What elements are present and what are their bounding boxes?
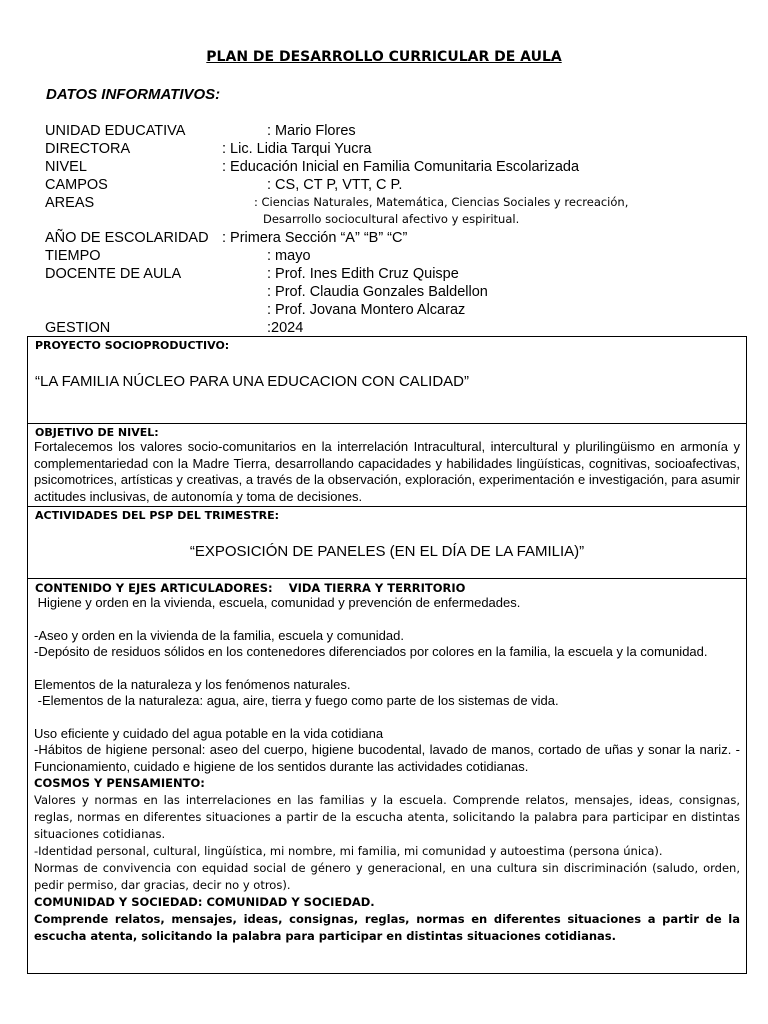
info-label: UNIDAD EDUCATIVA [45, 123, 186, 139]
info-label: TIEMPO [45, 248, 101, 264]
proyecto-heading: PROYECTO SOCIOPRODUCTIVO: [35, 339, 230, 352]
info-value: : CS, CT P, VTT, C P. [267, 177, 403, 193]
info-label: DIRECTORA [45, 141, 131, 157]
contenido-heading-eje: VIDA TIERRA Y TERRITORIO [288, 581, 466, 595]
comunidad-heading: COMUNIDAD Y SOCIEDAD: COMUNIDAD Y SOCIEDAD. [34, 895, 375, 909]
contenido-heading [28, 579, 746, 595]
info-value: : Mario Flores [267, 123, 356, 139]
objetivo-heading: OBJETIVO DE NIVEL: [35, 426, 159, 439]
contenido-paragraph: Higiene y orden en la vivienda, escuela, comunidad y prevención de enfermedades. [34, 595, 521, 610]
info-value: : mayo [267, 248, 311, 264]
contenido-paragraph: -Depósito de residuos sólidos en los contenedores diferenciados por colores en la familia, la escuela y la comunidad. [34, 644, 708, 659]
section-subtitle: DATOS INFORMATIVOS: [46, 86, 221, 103]
info-value: : Lic. Lidia Tarqui Yucra [222, 141, 372, 157]
objetivo-box [27, 423, 747, 507]
info-label: AÑO DE ESCOLARIDAD [45, 230, 209, 246]
contenido-paragraph: -Aseo y orden en la vivienda de la familia, escuela y comunidad. [34, 627, 404, 643]
objetivo-text: Fortalecemos los valores socio-comunitarios en la interrelación Intracultural, intercultural y plurilingüismo en armonía y complementariedad con la Madre Tierra, desarrollando capacidades y habilidades lingüísticas, cognitivas, socioafectivas, psicomotrices, artísticas y creativas, a través de la observación, exploración, experimentación e investigación, para asumir actitudes inclusivas, de autonomía y toma de decisiones. [34, 439, 740, 504]
info-value: : Educación Inicial en Familia Comunitaria Escolarizada [222, 159, 580, 175]
info-value: : Primera Sección “A” “B” “C” [222, 230, 408, 246]
info-label: NIVEL [45, 159, 87, 175]
proyecto-box [27, 336, 747, 424]
contenido-heading-label: CONTENIDO Y EJES ARTICULADORES: [35, 581, 273, 595]
contenido-paragraph: Elementos de la naturaleza y los fenómenos naturales. [34, 676, 351, 692]
contenido-paragraph: -Hábitos de higiene personal: aseo del cuerpo, higiene bucodental, lavado de manos, cortado de uñas y sonar la nariz. -Funcionamiento, cuidado e higiene de los sentidos durante las actividades cotidianas. [34, 742, 740, 774]
contenido-box [27, 578, 747, 974]
cosmos-paragraph: Valores y normas en las interrelaciones en las familias y la escuela. Comprende relatos, mensajes, ideas, consignas, reglas, normas en diferentes situaciones a partir de la escucha atenta, solicitando la palabra para participar en distintas situaciones cotidianas. [34, 793, 740, 841]
actividades-title: “EXPOSICIÓN DE PANELES (EN EL DÍA DE LA FAMILIA)” [189, 543, 585, 560]
info-label: CAMPOS [45, 177, 108, 193]
info-value: :2024 [267, 320, 304, 336]
info-value: : Prof. Jovana Montero Alcaraz [267, 302, 466, 318]
comunidad-paragraph: Comprende relatos, mensajes, ideas, consignas, reglas, normas en diferentes situaciones a partir de la escucha atenta, solicitando la palabra para participar en distintas situaciones cotidianas. [34, 912, 740, 943]
contenido-paragraph: Uso eficiente y cuidado del agua potable en la vida cotidiana [34, 725, 384, 741]
cosmos-paragraph: -Identidad personal, cultural, lingüística, mi nombre, mi familia, mi comunidad y autoestima (persona única). [34, 844, 663, 858]
info-label: GESTION [45, 320, 111, 336]
info-value-areas: : Ciencias Naturales, Matemática, Ciencias Sociales y recreación, [254, 195, 629, 209]
info-value: : Prof. Claudia Gonzales Baldellon [267, 284, 488, 300]
info-label: AREAS [45, 195, 95, 211]
document-title: PLAN DE DESARROLLO CURRICULAR DE AULA [206, 49, 562, 65]
actividades-heading: ACTIVIDADES DEL PSP DEL TRIMESTRE: [35, 509, 280, 522]
proyecto-title: “LA FAMILIA NÚCLEO PARA UNA EDUCACION CON CALIDAD” [35, 373, 469, 390]
actividades-box [27, 506, 747, 579]
contenido-paragraph: -Elementos de la naturaleza: agua, aire, tierra y fuego como parte de los sistemas de vida. [34, 693, 559, 708]
info-value-areas-cont: Desarrollo sociocultural afectivo y espiritual. [263, 212, 520, 226]
info-label: DOCENTE DE AULA [45, 266, 182, 282]
info-value: : Prof. Ines Edith Cruz Quispe [267, 266, 459, 282]
cosmos-heading: COSMOS Y PENSAMIENTO: [34, 776, 205, 790]
cosmos-paragraph: Normas de convivencia con equidad social de género y generacional, en una cultura sin discriminación (saludo, orden, pedir permiso, dar gracias, decir no y otros). [34, 861, 740, 892]
